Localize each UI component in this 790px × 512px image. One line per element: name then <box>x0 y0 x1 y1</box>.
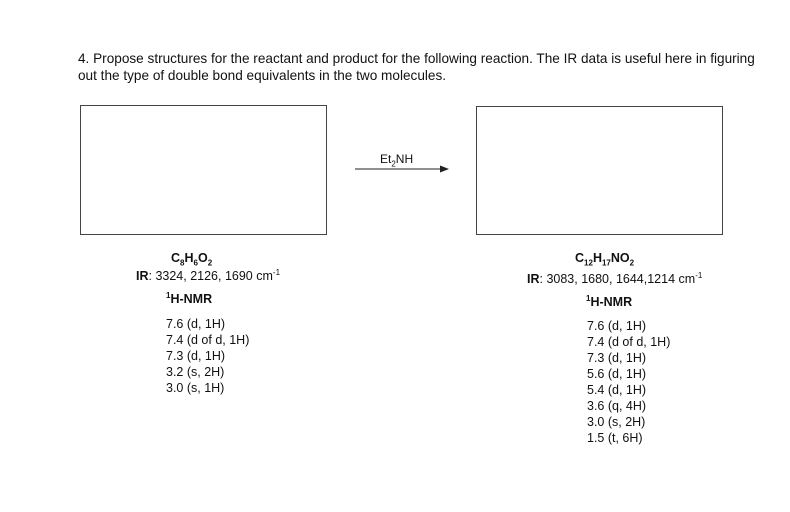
list-item: 3.2 (s, 2H) <box>166 365 225 379</box>
list-item: 7.6 (d, 1H) <box>166 317 226 331</box>
product-ir: IR: 3083, 1680, 1644,1214 $cm^{-1}$ <box>527 271 703 287</box>
list-item: 7.4 (d of d, 1H) <box>166 333 250 347</box>
reagent-label: $Et_2NH$ <box>380 152 414 169</box>
list-item: 5.6 (d, 1H) <box>587 367 647 381</box>
product-nmr-title: $^1$H-NMR <box>586 294 633 310</box>
list-item: 3.0 (s, 1H) <box>166 381 225 395</box>
list-item: 1.5 (t, 6H) <box>587 431 643 445</box>
list-item: 7.6 (d, 1H) <box>587 319 647 333</box>
product-formula: $C_{12}H_{17}NO_2$ <box>575 251 635 268</box>
list-item: 5.4 (d, 1H) <box>587 383 647 397</box>
list-item: 7.3 (d, 1H) <box>587 351 647 365</box>
reactant-peak-list <box>166 316 249 396</box>
list-item: 3.6 (q, 4H) <box>587 399 647 413</box>
product-peak-list <box>587 318 670 446</box>
question-text: 4. Propose structures for the reactant and product for the following reaction. The IR data is useful here in figuring out the type of double bond equivalents in the two molecules. <box>78 51 755 83</box>
list-item: 7.4 (d of d, 1H) <box>587 335 671 349</box>
reactant-nmr-title: $^1$H-NMR <box>166 291 213 307</box>
product-structure-box <box>476 106 723 235</box>
reactant-ir: IR: 3324, 2126, 1690 $cm^{-1}$ <box>136 268 281 284</box>
list-item: 3.0 (s, 2H) <box>587 415 646 429</box>
list-item: 7.3 (d, 1H) <box>166 349 226 363</box>
reactant-structure-box <box>80 105 327 235</box>
reaction-arrow-icon <box>355 164 450 174</box>
reactant-formula: $C_8H_6O_2$ <box>171 251 213 268</box>
